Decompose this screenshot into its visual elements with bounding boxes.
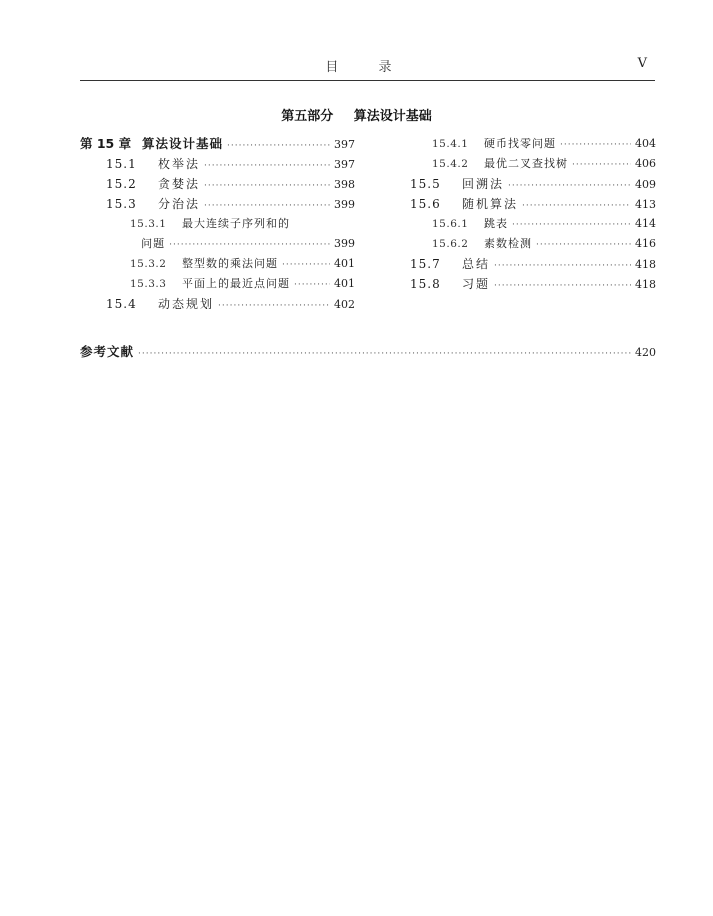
toc-section-15-3[interactable] xyxy=(80,194,355,214)
subsection-title: 整型数的乘法问题 xyxy=(182,257,278,270)
header-page-number: V xyxy=(637,56,647,71)
toc-left-column xyxy=(80,134,355,314)
toc-section-15-2[interactable] xyxy=(80,174,355,194)
page-number: 414 xyxy=(635,217,656,230)
page-number: 418 xyxy=(635,258,656,271)
subsection-title: 素数检测 xyxy=(484,237,532,250)
section-title: 回溯法 xyxy=(462,177,505,191)
toc-subsection-15-6-2[interactable] xyxy=(410,234,656,254)
toc-subsection-15-4-2[interactable] xyxy=(410,154,656,174)
leader-dots xyxy=(560,135,631,155)
page-number: 413 xyxy=(635,198,656,211)
subsection-number: 15.6.2 xyxy=(432,238,469,250)
leader-dots xyxy=(572,155,631,175)
header-title: 目 录 xyxy=(325,60,410,75)
toc-section-15-5[interactable] xyxy=(410,174,656,194)
leader-dots xyxy=(169,235,330,255)
running-header xyxy=(80,50,655,81)
toc-references xyxy=(80,342,656,362)
toc-section-15-7[interactable] xyxy=(410,254,656,274)
toc-subsection-15-3-1[interactable] xyxy=(80,214,355,234)
toc-right-column xyxy=(410,134,656,294)
section-number: 15.8 xyxy=(410,277,441,291)
page-number: 397 xyxy=(334,158,355,171)
page-number: 401 xyxy=(334,277,355,290)
page-number: 402 xyxy=(334,298,355,311)
section-title: 习题 xyxy=(462,277,491,291)
leader-dots xyxy=(204,156,330,176)
page-number: 416 xyxy=(635,237,656,250)
section-number: 15.3 xyxy=(106,197,137,211)
leader-dots xyxy=(294,275,330,295)
subsection-title: 最优二叉查找树 xyxy=(484,157,568,170)
leader-dots xyxy=(218,296,330,316)
section-number: 15.7 xyxy=(410,257,441,271)
references-row[interactable] xyxy=(80,342,656,362)
page-number: 404 xyxy=(635,137,656,150)
toc-subsection-15-3-3[interactable] xyxy=(80,274,355,294)
leader-dots xyxy=(512,215,631,235)
leader-dots xyxy=(522,196,631,216)
toc-section-15-6[interactable] xyxy=(410,194,656,214)
subsection-number: 15.4.1 xyxy=(432,138,469,150)
toc-section-15-4[interactable] xyxy=(80,294,355,314)
leader-dots xyxy=(204,196,330,216)
subsection-number: 15.3.3 xyxy=(130,278,167,290)
page-number: 399 xyxy=(334,237,355,250)
references-title: 参考文献 xyxy=(80,344,135,359)
section-title: 总结 xyxy=(462,257,491,271)
leader-dots xyxy=(508,176,631,196)
subsection-number: 15.3.1 xyxy=(130,218,167,230)
chapter-number: 第 15 章 xyxy=(80,136,132,151)
section-number: 15.5 xyxy=(410,177,441,191)
leader-dots xyxy=(536,235,631,255)
subsection-number: 15.6.1 xyxy=(432,218,469,230)
leader-dots xyxy=(494,276,631,296)
toc-section-15-8[interactable] xyxy=(410,274,656,294)
toc-subsection-15-3-1-continued[interactable] xyxy=(80,234,355,254)
leader-dots xyxy=(282,255,330,275)
page-number: 420 xyxy=(635,346,656,359)
toc-subsection-15-4-1[interactable] xyxy=(410,134,656,154)
page-number: 397 xyxy=(334,138,355,151)
page-number: 399 xyxy=(334,198,355,211)
subsection-title: 平面上的最近点问题 xyxy=(182,277,290,290)
subsection-title: 硬币找零问题 xyxy=(484,137,556,150)
section-number: 15.1 xyxy=(106,157,137,171)
section-number: 15.6 xyxy=(410,197,441,211)
section-number: 15.2 xyxy=(106,177,137,191)
section-title: 动态规划 xyxy=(158,297,215,311)
section-title: 贪婪法 xyxy=(158,177,201,191)
leader-dots xyxy=(138,344,631,364)
part-title xyxy=(0,105,713,124)
subsection-title: 跳表 xyxy=(484,217,508,230)
toc-subsection-15-3-2[interactable] xyxy=(80,254,355,274)
page-number: 418 xyxy=(635,278,656,291)
page-number: 406 xyxy=(635,157,656,170)
part-name: 算法设计基础 xyxy=(353,109,432,124)
subsection-title-continuation: 问题 xyxy=(141,237,166,250)
toc-section-15-1[interactable] xyxy=(80,154,355,174)
subsection-number: 15.4.2 xyxy=(432,158,469,170)
chapter-title: 算法设计基础 xyxy=(142,136,224,151)
subsection-number: 15.3.2 xyxy=(130,258,167,270)
page-number: 398 xyxy=(334,178,355,191)
leader-dots xyxy=(494,256,631,276)
page-number: 401 xyxy=(334,257,355,270)
section-title: 分治法 xyxy=(158,197,201,211)
part-label: 第五部分 xyxy=(281,109,334,124)
section-number: 15.4 xyxy=(106,297,137,311)
leader-dots xyxy=(227,136,330,156)
subsection-title: 最大连续子序列和的 xyxy=(182,217,290,230)
toc-subsection-15-6-1[interactable] xyxy=(410,214,656,234)
section-title: 随机算法 xyxy=(462,197,519,211)
toc-chapter-15[interactable] xyxy=(80,134,355,154)
section-title: 枚举法 xyxy=(158,157,201,171)
page-number: 409 xyxy=(635,178,656,191)
leader-dots xyxy=(204,176,330,196)
